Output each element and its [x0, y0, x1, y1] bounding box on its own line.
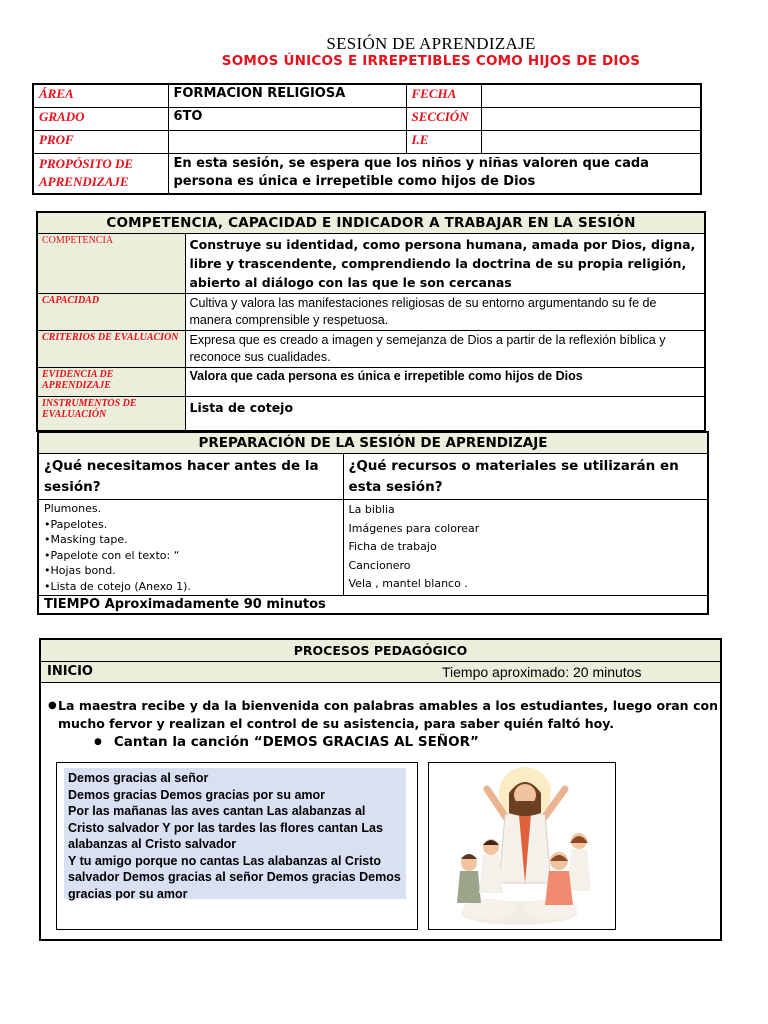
inicio-row [41, 662, 720, 683]
materials-list [343, 500, 708, 596]
evidencia-label: EVIDENCIA DE APRENDIZAJE [37, 368, 185, 397]
list-item: •Masking tape. [44, 533, 128, 546]
list-item: La biblia [348, 503, 395, 516]
list-item: •Hojas bond. [44, 564, 116, 577]
page-title: SESIÓN DE APRENDIZAJE [326, 34, 536, 53]
grado-value: 6TO [168, 107, 406, 130]
list-item: •Lista de cotejo (Anexo 1). [44, 579, 191, 593]
song-lyrics [64, 768, 406, 899]
list-item: •Papelotes. [44, 517, 108, 531]
capacidad-label: CAPACIDAD [37, 294, 185, 331]
grado-label: GRADO [33, 107, 168, 130]
before-list [38, 500, 343, 596]
ie-value [481, 130, 701, 153]
session-time: TIEMPO Aproximadamente 90 minutos [38, 596, 708, 615]
lyric-line: Y tu amigo porque no cantas Las alabanzas al Cristo salvador Demos gracias al señor Demos gracias Demos gracias por su amor [68, 853, 401, 901]
seccion-label: SECCIÓN [406, 107, 481, 130]
page-subtitle: SOMOS ÚNICOS E IRREPETIBLES COMO HIJOS DE DIOS [221, 53, 641, 69]
lyric-line: Por las mañanas las aves cantan Las alabanzas al Cristo salvador Y por las tardes las flores cantan Las alabanzas al Cristo salvador [68, 804, 383, 851]
bullet-icon: ● [48, 700, 57, 711]
preparation-heading: PREPARACIÓN DE LA SESIÓN DE APRENDIZAJE [38, 432, 708, 454]
jesus-children-image [429, 763, 617, 931]
processes-heading: PROCESOS PEDAGÓGICO [41, 640, 720, 662]
song-instruction: ● Cantan la canción “DEMOS GRACIAS AL SEÑOR” [94, 734, 479, 750]
fecha-label: FECHA [406, 84, 481, 107]
criterios-label: CRITERIOS DE EVALUACION [37, 331, 185, 368]
lyric-line: Demos gracias al señor [68, 771, 209, 785]
question-before: ¿Qué necesitamos hacer antes de la sesión? [38, 454, 343, 500]
prof-value [168, 130, 406, 153]
list-item: Ficha de trabajo [348, 540, 437, 553]
proposito-label: PROPÓSITO DE APRENDIZAJE [33, 153, 168, 194]
competency-heading: COMPETENCIA, CAPACIDAD E INDICADOR A TRABAJAR EN LA SESIÓN [37, 212, 705, 234]
jesus-children-illustration [428, 762, 616, 930]
competencia-label: COMPETENCIA [37, 234, 185, 294]
area-value: FORMACION RELIGIOSA [168, 84, 406, 107]
list-item: •Papelote con el texto: “ [44, 548, 180, 562]
list-item: Plumones. [44, 502, 102, 515]
instrumentos-label: INSTRUMENTOS DE EVALUACIÓN [37, 397, 185, 431]
evidencia-text: Valora que cada persona es única e irrepetible como hijos de Dios [185, 368, 705, 397]
area-label: ÁREA [33, 84, 168, 107]
lyric-line: Demos gracias Demos gracias por su amor [68, 787, 326, 802]
list-item: Imágenes para colorear [348, 521, 480, 535]
competencia-text: Construye su identidad, como persona humana, amada por Dios, digna, libre y trascendente, comprendiendo la doctrina de su propia religión, abierto al diálogo con las que le son cercanas [185, 234, 705, 294]
fecha-value [481, 84, 701, 107]
inicio-label: INICIO [47, 664, 93, 679]
list-item: Vela , mantel blanco . [348, 577, 468, 590]
processes-section [39, 638, 722, 941]
bullet-icon: ● [94, 737, 102, 747]
song-box [56, 762, 418, 930]
instrumentos-text: Lista de cotejo [185, 397, 705, 431]
capacidad-text: Cultiva y valora las manifestaciones religiosas de su entorno argumentando su fe de manera comprensible y respetuosa. [185, 294, 705, 331]
competency-table [36, 211, 706, 432]
question-materials: ¿Qué recursos o materiales se utilizarán en esta sesión? [343, 454, 708, 500]
seccion-value [481, 107, 701, 130]
preparation-table [37, 431, 709, 615]
prof-label: PROF [33, 130, 168, 153]
inicio-time: Tiempo aproximado: 20 minutos [442, 664, 642, 680]
header-table [32, 83, 702, 195]
criterios-text: Expresa que es creado a imagen y semejanza de Dios a partir de la reflexión bíblica y reconoce sus cualidades. [185, 331, 705, 368]
welcome-paragraph: ● La maestra recibe y da la bienvenida con palabras amables a los estudiantes, luego oran con mucho fervor y realizan el control de su asistencia, para saber quién faltó hoy. [48, 698, 718, 731]
ie-label: I.E [406, 130, 481, 153]
list-item: Cancionero [348, 558, 411, 572]
proposito-value: En esta sesión, se espera que los niños y niñas valoren que cada persona es única e irrepetible como hijos de Dios [168, 153, 701, 194]
